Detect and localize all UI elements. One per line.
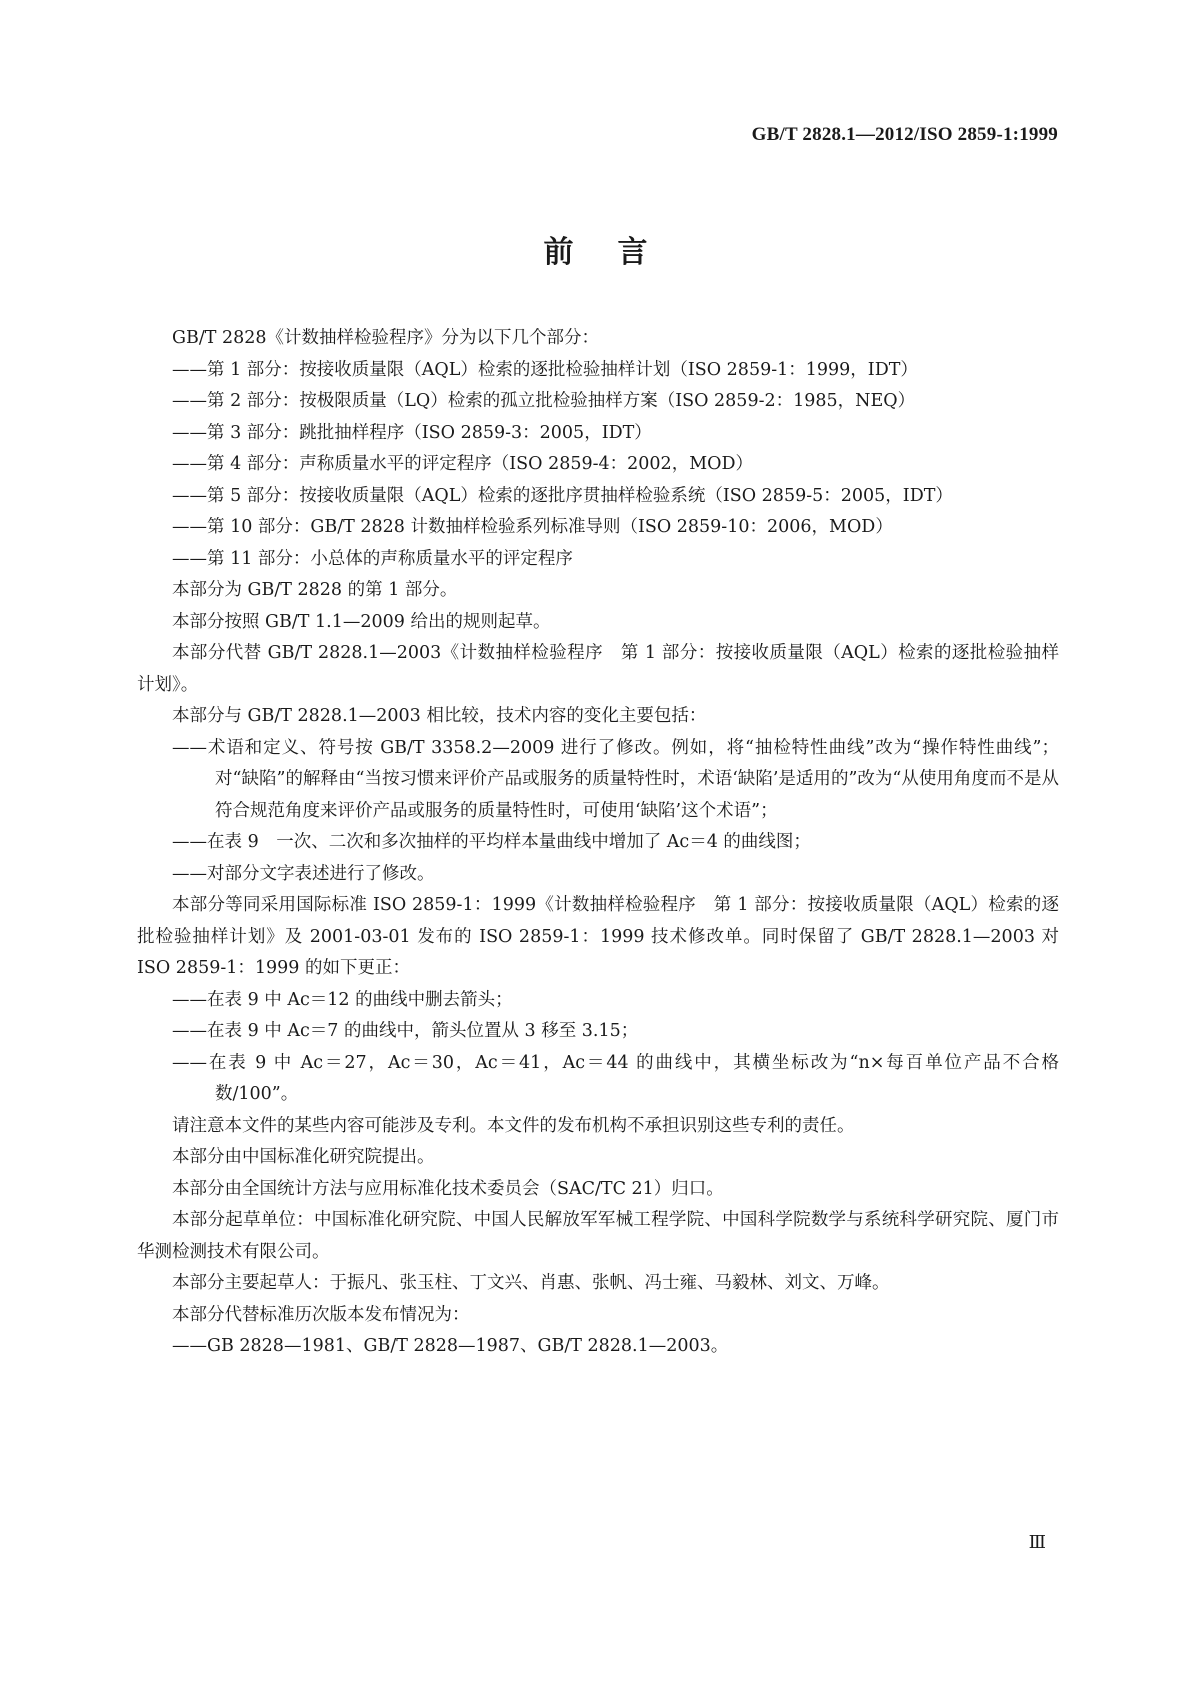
paragraph-patent-notice: 请注意本文件的某些内容可能涉及专利。本文件的发布机构不承担识别这些专利的责任。 xyxy=(172,1115,855,1136)
list-item-part-2: ——第 2 部分：按极限质量（LQ）检索的孤立批检验抽样方案（ISO 2859-2：1985，NEQ） xyxy=(172,391,916,411)
paragraph-part-statement: 本部分为 GB/T 2828 的第 1 部分。 xyxy=(172,580,458,600)
paragraph-proposed-by: 本部分由中国标准化研究院提出。 xyxy=(172,1147,435,1167)
list-item-correction-2: ——在表 9 中 Ac＝7 的曲线中，箭头位置从 3 移至 3.15； xyxy=(172,1021,639,1041)
foreword-body xyxy=(137,323,1059,1363)
paragraph-replaces: 本部分代替 GB/T 2828.1—2003《计数抽样检验程序 第 1 部分：按接收质量限（AQL）检索的逐批检验抽样计划》。 xyxy=(137,643,1059,695)
paragraph-drafting-units: 本部分起草单位：中国标准化研究院、中国人民解放军军械工程学院、中国科学院数学与系统科学研究院、厦门市华测检测技术有限公司。 xyxy=(137,1210,1059,1262)
list-item-part-4: ——第 4 部分：声称质量水平的评定程序（ISO 2859-4：2002，MOD） xyxy=(172,454,753,474)
list-item-change-table9: ——在表 9 一次、二次和多次抽样的平均样本量曲线中增加了 Ac＝4 的曲线图； xyxy=(172,832,811,852)
page-number: Ⅲ xyxy=(1028,1532,1046,1552)
list-item-part-1: ——第 1 部分：按接收质量限（AQL）检索的逐批检验抽样计划（ISO 2859-1：1999，IDT） xyxy=(172,359,918,380)
paragraph-history-intro: 本部分代替标准历次版本发布情况为： xyxy=(172,1304,470,1325)
paragraph-adoption: 本部分等同采用国际标准 ISO 2859-1：1999《计数抽样检验程序 第 1 部分：按接收质量限（AQL）检索的逐批检验抽样计划》及 2001-03-01 发布的 ISO 2859-1：1999 技术修改单。同时保留了 GB/T 2828.1—2003 对 ISO 2859-1：1999 的如下更正： xyxy=(137,895,1059,978)
paragraph-centralized-by: 本部分由全国统计方法与应用标准化技术委员会（SAC/TC 21）归口。 xyxy=(172,1178,724,1199)
list-item-part-11: ——第 11 部分：小总体的声称质量水平的评定程序 xyxy=(172,548,573,569)
paragraph-drafting-rules: 本部分按照 GB/T 1.1—2009 给出的规则起草。 xyxy=(172,611,551,632)
list-item-history: ——GB 2828—1981、GB/T 2828—1987、GB/T 2828.1—2003。 xyxy=(172,1336,729,1356)
page-title: 前言 xyxy=(543,235,692,270)
list-item-part-10: ——第 10 部分：GB/T 2828 计数抽样检验系列标准导则（ISO 2859-10：2006，MOD） xyxy=(172,517,893,537)
paragraph-changes-intro: 本部分与 GB/T 2828.1—2003 相比较，技术内容的变化主要包括： xyxy=(172,706,707,726)
list-item-change-wording: ——对部分文字表述进行了修改。 xyxy=(172,863,435,884)
list-item-change-terms: ——术语和定义、符号按 GB/T 3358.2—2009 进行了修改。例如，将“抽检特性曲线”改为“操作特性曲线”；对“缺陷”的解释由“当按习惯来评价产品或服务的质量特性时，术语‘缺陷’是适用的”改为“从使用角度而不是从符合规范角度来评价产品或服务的质量特性时，可使用‘缺陷’这个术语”； xyxy=(172,737,1059,821)
paragraph-drafters: 本部分主要起草人：于振凡、张玉柱、丁文兴、肖惠、张帆、冯士雍、马毅林、刘文、万峰。 xyxy=(172,1273,890,1293)
list-item-part-5: ——第 5 部分：按接收质量限（AQL）检索的逐批序贯抽样检验系统（ISO 2859-5：2005，IDT） xyxy=(172,485,953,506)
list-item-part-3: ——第 3 部分：跳批抽样程序（ISO 2859-3：2005，IDT） xyxy=(172,422,652,443)
standard-code: GB/T 2828.1—2012/ISO 2859-1:1999 xyxy=(751,124,1058,145)
list-item-correction-3: ——在表 9 中 Ac＝27，Ac＝30，Ac＝41，Ac＝44 的曲线中，其横坐标改为“n×每百单位产品不合格数/100”。 xyxy=(172,1052,1059,1104)
paragraph-parts-intro: GB/T 2828《计数抽样检验程序》分为以下几个部分： xyxy=(172,328,600,348)
list-item-correction-1: ——在表 9 中 Ac＝12 的曲线中删去箭头； xyxy=(172,989,513,1010)
